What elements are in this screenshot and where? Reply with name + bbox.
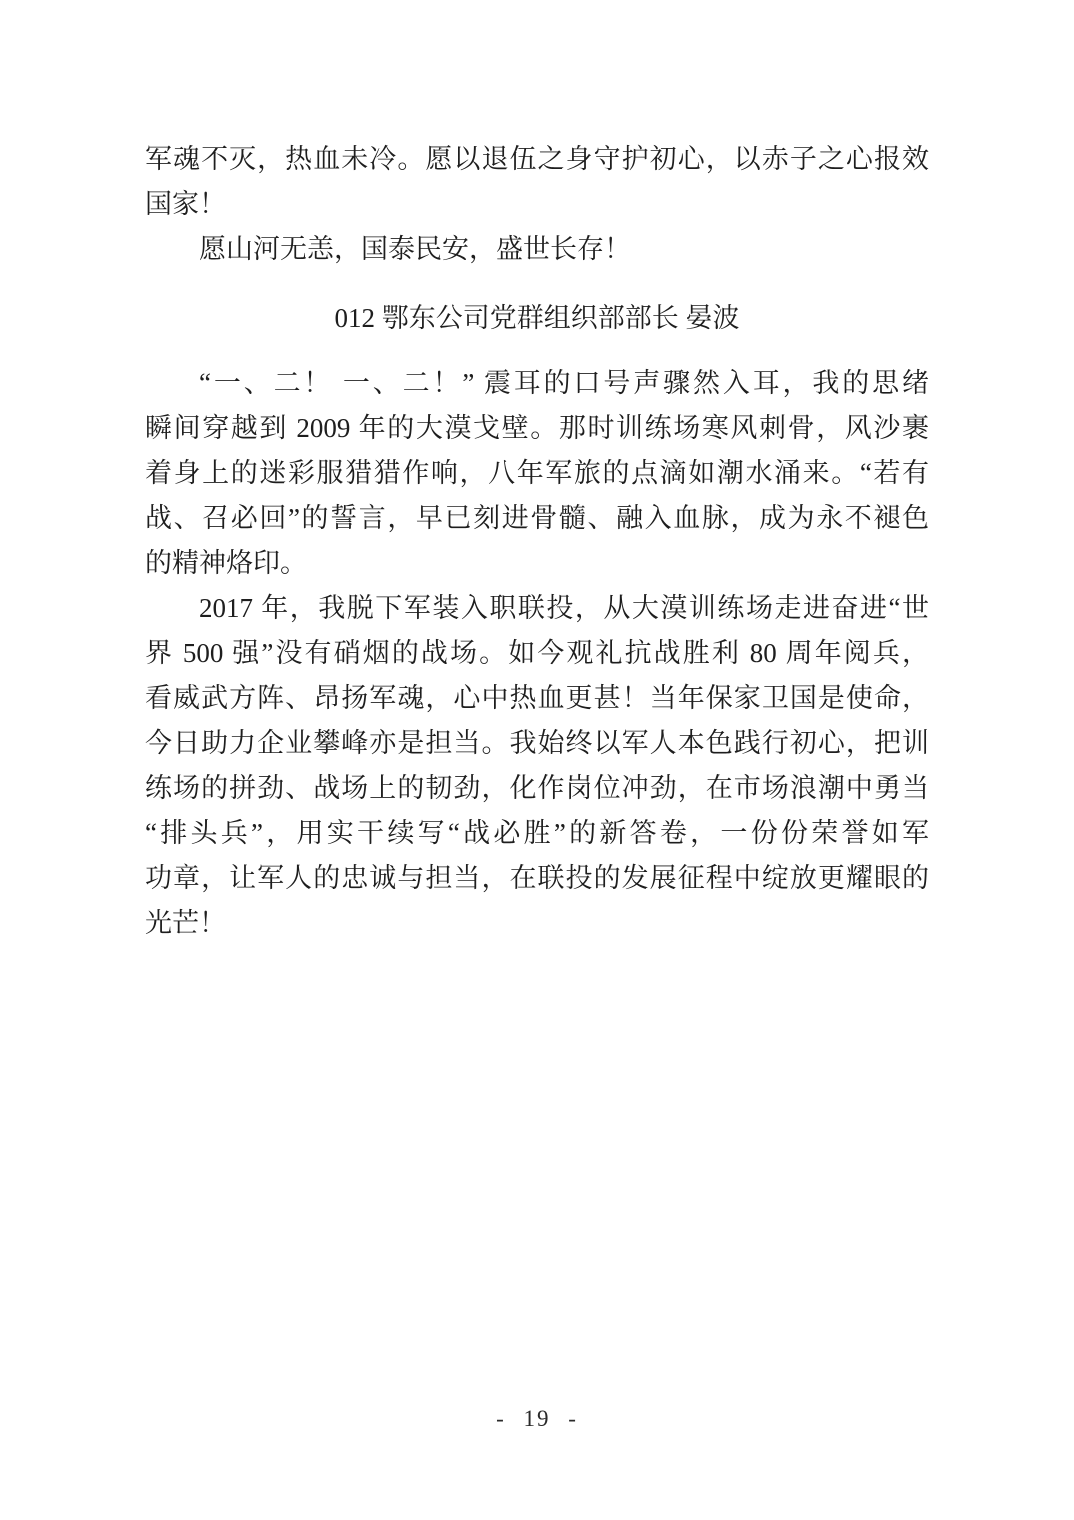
text-line: 军魂不灭，热血未冷。愿以退伍之身守护初心，以赤子之心报效 xyxy=(145,144,929,174)
section-heading: 012 鄂东公司党群组织部部长 晏波 xyxy=(334,303,740,333)
text-line: 功章，让军人的忠诚与担当，在联投的发展征程中绽放更耀眼的 xyxy=(145,863,929,893)
text-line: 2017 年，我脱下军装入职联投，从大漠训练场走进奋进“世 xyxy=(199,593,929,623)
text-line: 战、召必回”的誓言，早已刻进骨髓、融入血脉，成为永不褪色 xyxy=(145,503,929,533)
page-footer xyxy=(0,1404,1074,1434)
text-line: 着身上的迷彩服猎猎作响，八年军旅的点滴如潮水涌来。“若有 xyxy=(145,458,929,488)
text-line: 界 500 强”没有硝烟的战场。如今观礼抗战胜利 80 周年阅兵， xyxy=(145,638,929,668)
text-line: 愿山河无恙，国泰民安，盛世长存！ xyxy=(199,234,631,264)
text-line: 的精神烙印。 xyxy=(145,548,307,578)
text-line: 瞬间穿越到 2009 年的大漠戈壁。那时训练场寒风刺骨，风沙裹 xyxy=(145,413,929,443)
text-line: 国家！ xyxy=(145,189,226,219)
text-line: “一、二！ 一、二！” 震耳的口号声骤然入耳，我的思绪 xyxy=(199,368,929,398)
page-number: - 19 - xyxy=(496,1406,578,1431)
document-body xyxy=(145,137,929,946)
text-line: 今日助力企业攀峰亦是担当。我始终以军人本色践行初心，把训 xyxy=(145,728,929,758)
text-line: 光芒！ xyxy=(145,908,226,938)
text-line: 练场的拼劲、战场上的韧劲，化作岗位冲劲，在市场浪潮中勇当 xyxy=(145,773,929,803)
text-line: “排头兵”，用实干续写“战必胜”的新答卷，一份份荣誉如军 xyxy=(145,818,929,848)
text-line: 看威武方阵、昂扬军魂，心中热血更甚！当年保家卫国是使命， xyxy=(145,683,929,713)
